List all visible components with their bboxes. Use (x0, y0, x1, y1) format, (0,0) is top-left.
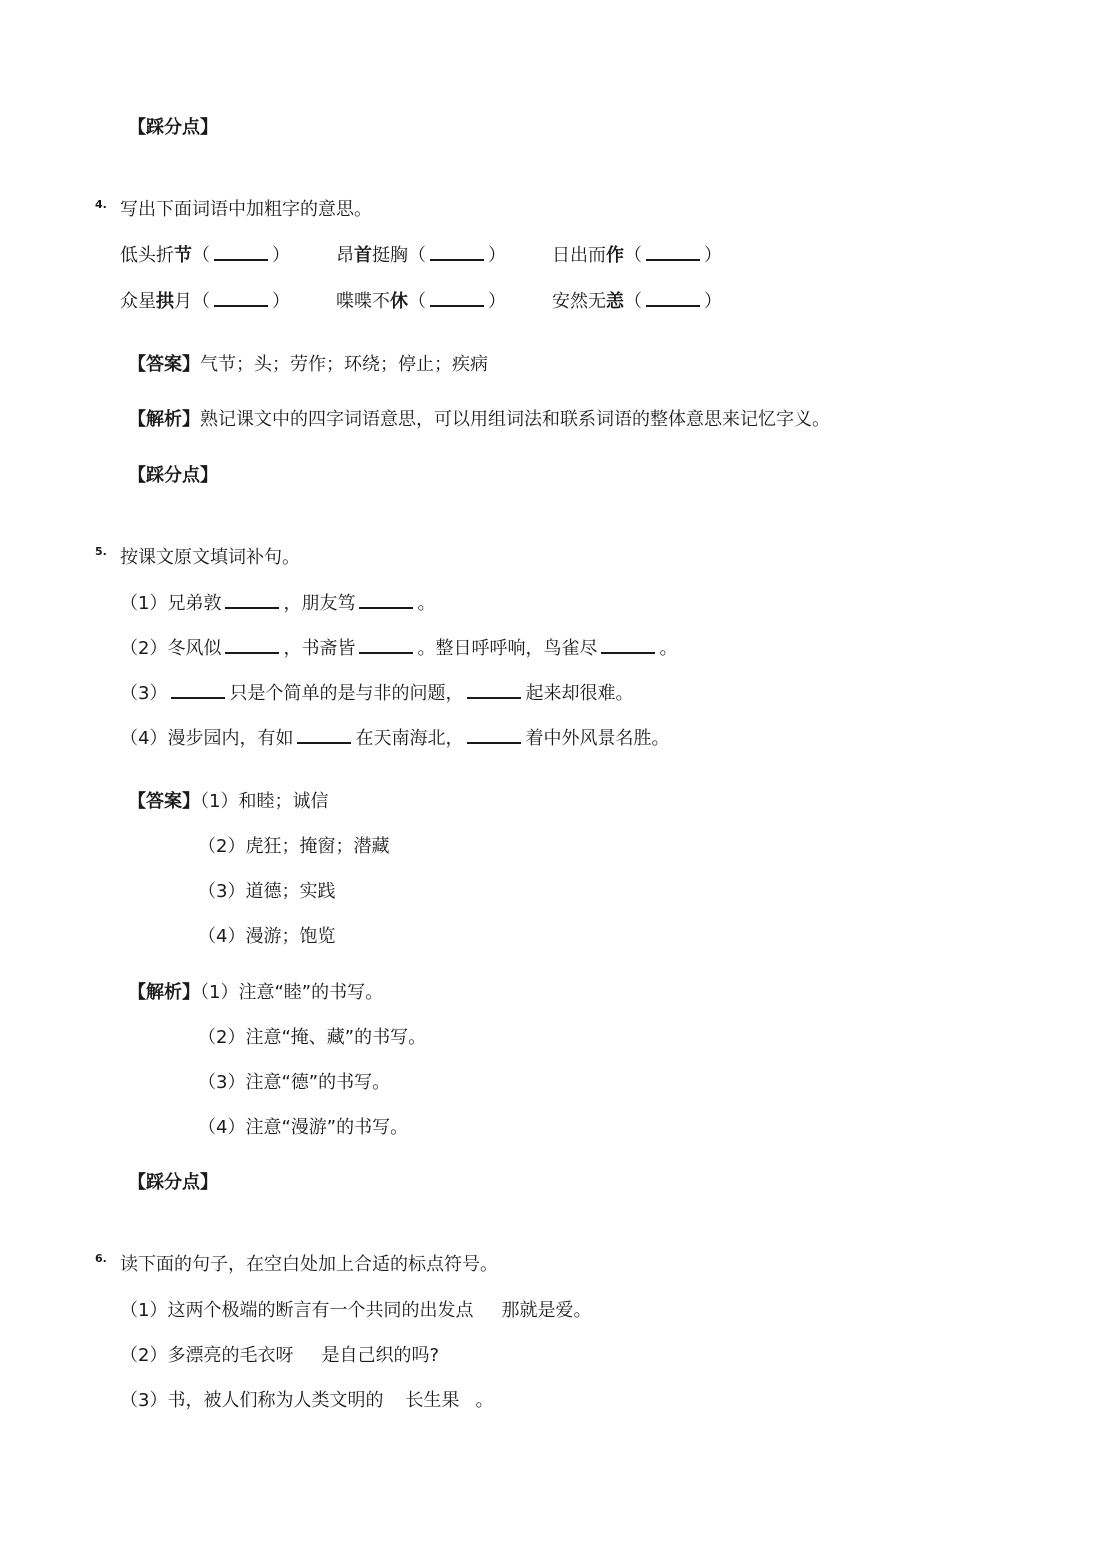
paren-close: ） (272, 291, 290, 312)
item-text: 。 (417, 593, 436, 614)
q5-answer-2 (198, 835, 389, 859)
q5-analysis-1 (128, 981, 383, 1005)
item-text: 是自己织的吗? (321, 1345, 440, 1366)
fill-blank[interactable] (225, 593, 279, 609)
item-number: （1） (200, 982, 239, 1003)
q4-word-item (336, 290, 506, 314)
analysis-label: 【解析】 (128, 409, 200, 430)
question-5-prompt: 按课文原文填词补句。 (120, 547, 300, 568)
item-number: （2） (120, 1345, 168, 1366)
paren-close: ） (488, 291, 506, 312)
paren-close: ） (704, 291, 722, 312)
fill-blank[interactable] (646, 291, 700, 307)
word-text: 安然无 (552, 291, 606, 312)
item-text: 。整日呼呼响，鸟雀尽 (417, 638, 598, 659)
analysis-text: 熟记课文中的四字词语意思，可以用组词法和联系词语的整体意思来记忆字义。 (200, 409, 830, 430)
word-text: 挺胸 (372, 245, 408, 266)
word-text: 众星 (120, 291, 156, 312)
paren-open: （ (624, 245, 642, 266)
item-text: 长生果 (405, 1390, 460, 1411)
word-text: 低头折 (120, 245, 174, 266)
item-text: 兄弟敦 (167, 593, 222, 614)
fill-blank[interactable] (430, 245, 484, 261)
fill-blank[interactable] (225, 638, 279, 654)
word-bold-char: 拱 (156, 291, 174, 312)
item-number: （3） (120, 683, 168, 704)
q5-analysis-2 (198, 1026, 426, 1050)
paren-close: ） (272, 245, 290, 266)
item-text: 多漂亮的毛衣呀 (167, 1345, 294, 1366)
item-text: 。 (659, 638, 678, 659)
q6-item (120, 1299, 591, 1323)
q5-analysis-4 (198, 1116, 408, 1140)
item-text: 那就是爱。 (501, 1300, 592, 1321)
word-text: 月 (174, 291, 192, 312)
q5-answer-1 (128, 790, 328, 814)
analysis-text: 注意“漫游”的书写。 (245, 1117, 409, 1138)
q5-answer-4 (198, 925, 335, 949)
item-number: （4） (198, 1117, 246, 1138)
item-number: （3） (198, 881, 246, 902)
q4-word-item (120, 290, 290, 314)
analysis-text: 注意“睦”的书写。 (238, 982, 384, 1003)
item-number: （3） (120, 1390, 168, 1411)
item-number: （2） (198, 836, 246, 857)
word-text: 喋喋不 (336, 291, 390, 312)
item-text: ，书斋皆 (283, 638, 356, 659)
paren-close: ） (488, 245, 506, 266)
paren-open: （ (624, 291, 642, 312)
question-6-prompt: 读下面的句子，在空白处加上合适的标点符号。 (120, 1254, 498, 1275)
q5-analysis-3 (198, 1071, 390, 1095)
fill-blank[interactable] (359, 638, 413, 654)
fill-blank[interactable] (214, 245, 268, 261)
paren-open: （ (408, 291, 426, 312)
answer-label: 【答案】 (128, 354, 200, 375)
paren-close: ） (704, 245, 722, 266)
fill-blank[interactable] (646, 245, 700, 261)
item-number: （1） (120, 593, 168, 614)
q6-item (120, 1344, 439, 1368)
item-text: 书，被人们称为人类文明的 (167, 1390, 384, 1411)
item-text: 在天南海北， (355, 728, 464, 749)
item-text: 冬风似 (167, 638, 222, 659)
q4-word-item (552, 244, 722, 268)
fill-blank[interactable] (467, 683, 521, 699)
fill-blank[interactable] (430, 291, 484, 307)
analysis-label: 【解析】 (128, 982, 200, 1003)
item-number: （1） (200, 791, 239, 812)
item-number: （4） (198, 926, 246, 947)
answer-text: 虎狂；掩窗；潜藏 (245, 836, 390, 857)
q4-answer (128, 353, 488, 377)
answer-label: 【答案】 (128, 791, 200, 812)
score-point-label-q4: 【踩分点】 (128, 465, 218, 486)
question-number-6: 6. (95, 1252, 107, 1265)
item-text: 。 (475, 1390, 494, 1411)
question-number-4: 4. (95, 198, 107, 211)
fill-blank[interactable] (601, 638, 655, 654)
word-bold-char: 作 (606, 245, 624, 266)
fill-blank[interactable] (359, 593, 413, 609)
word-text: 日出而 (552, 245, 606, 266)
item-number: （1） (120, 1300, 168, 1321)
word-bold-char: 首 (354, 245, 372, 266)
q4-analysis (128, 408, 830, 432)
q4-word-item (336, 244, 506, 268)
question-number-5: 5. (95, 545, 107, 558)
fill-blank[interactable] (297, 728, 351, 744)
word-bold-char: 休 (390, 291, 408, 312)
score-point-label-q5: 【踩分点】 (128, 1172, 218, 1193)
item-number: （3） (198, 1072, 246, 1093)
word-bold-char: 节 (174, 245, 192, 266)
q5-item (120, 637, 677, 661)
answer-text: 气节；头；劳作；环绕；停止；疾病 (200, 354, 488, 375)
answer-text: 道德；实践 (245, 881, 336, 902)
item-text: 这两个极端的断言有一个共同的出发点 (167, 1300, 474, 1321)
score-point-label-q3: 【踩分点】 (128, 117, 218, 138)
answer-text: 漫游；饱览 (245, 926, 336, 947)
q6-item (120, 1389, 493, 1413)
word-bold-char: 恙 (606, 291, 624, 312)
item-number: （2） (198, 1027, 246, 1048)
analysis-text: 注意“掩、藏”的书写。 (245, 1027, 427, 1048)
paren-open: （ (192, 245, 210, 266)
item-text: 只是个简单的是与非的问题， (229, 683, 464, 704)
item-text: 漫步园内，有如 (167, 728, 294, 749)
q5-answer-3 (198, 880, 335, 904)
fill-blank[interactable] (467, 728, 521, 744)
fill-blank[interactable] (171, 683, 225, 699)
question-4-prompt: 写出下面词语中加粗字的意思。 (120, 199, 372, 220)
item-text: ，朋友笃 (283, 593, 356, 614)
item-text: 着中外风景名胜。 (525, 728, 670, 749)
word-text: 昂 (336, 245, 354, 266)
q4-word-item (552, 290, 722, 314)
analysis-text: 注意“德”的书写。 (245, 1072, 391, 1093)
item-number: （4） (120, 728, 168, 749)
paren-open: （ (192, 291, 210, 312)
paren-open: （ (408, 245, 426, 266)
q5-item (120, 727, 669, 751)
item-text: 起来却很难。 (525, 683, 634, 704)
fill-blank[interactable] (214, 291, 268, 307)
q5-item (120, 592, 435, 616)
item-number: （2） (120, 638, 168, 659)
answer-text: 和睦；诚信 (238, 791, 329, 812)
q4-word-item (120, 244, 290, 268)
q5-item (120, 682, 633, 706)
